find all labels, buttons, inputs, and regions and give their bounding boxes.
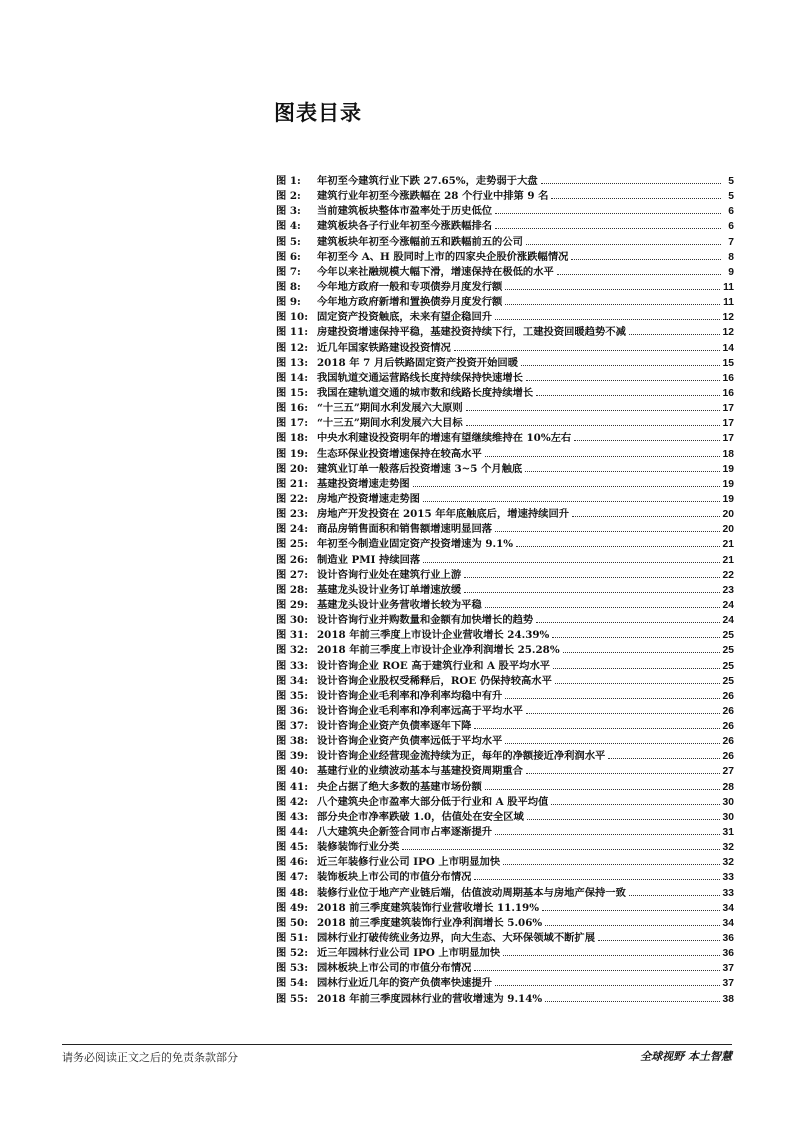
toc-entry-title: 年初至今建筑行业下跌 27.65%，走势弱于大盘	[317, 175, 538, 187]
toc-entry-label: 图 20:	[276, 462, 309, 475]
toc-entry-title: “十三五”期间水利发展六大原则	[317, 402, 463, 415]
toc-leader-dots	[503, 955, 719, 956]
toc-entry[interactable]	[276, 447, 734, 462]
toc-entry-page: 25	[722, 630, 734, 642]
toc-entry-title: 设计咨询企业毛利率和净利率均稳中有升	[317, 689, 503, 702]
toc-entry-title: 近几年国家铁路建设投资情况	[317, 341, 451, 354]
toc-leader-dots	[495, 228, 721, 229]
toc-entry[interactable]	[276, 295, 734, 310]
toc-entry-label: 图 9:	[276, 296, 301, 309]
toc-leader-dots	[503, 864, 719, 865]
toc-entry-page: 24	[722, 599, 734, 611]
toc-entry-label: 图 13:	[276, 356, 309, 369]
toc-leader-dots	[474, 970, 719, 971]
toc-entry-title: 商品房销售面积和销售额增速明显回落	[317, 523, 493, 536]
toc-entry-label: 图 39:	[276, 750, 309, 763]
toc-entry-label: 图 55:	[276, 992, 309, 1005]
toc-leader-dots	[572, 516, 719, 517]
toc-entry[interactable]	[276, 386, 734, 401]
toc-leader-dots	[413, 486, 720, 487]
toc-entry-label: 图 11:	[276, 326, 309, 339]
toc-entry-title: 今年地方政府一般和专项债券月度发行额	[317, 280, 503, 293]
toc-entry-page: 22	[722, 569, 734, 581]
toc-entry[interactable]	[276, 553, 734, 568]
toc-leader-dots	[555, 683, 720, 684]
toc-entry-label: 图 49:	[276, 901, 309, 914]
toc-entry-label: 图 33:	[276, 659, 309, 672]
toc-entry-label: 图 41:	[276, 780, 309, 793]
toc-entry-title: 近三年装修行业公司 IPO 上市明显加快	[317, 856, 501, 869]
toc-entry[interactable]	[276, 674, 734, 689]
toc-entry[interactable]	[276, 992, 734, 1007]
toc-entry[interactable]	[276, 825, 734, 840]
toc-entry[interactable]	[276, 522, 734, 537]
toc-entry-title: 今年以来社融规模大幅下滑，增速保持在极低的水平	[317, 265, 554, 278]
toc-entry-label: 图 40:	[276, 765, 309, 778]
toc-leader-dots	[454, 350, 720, 351]
toc-leader-dots	[553, 668, 719, 669]
toc-entry-title: 园林行业打破传统业务边界，向大生态、大环保领域不断扩展	[317, 932, 596, 945]
toc-leader-dots	[526, 380, 720, 381]
toc-entry-label: 图 53:	[276, 962, 309, 975]
toc-entry-title: 近三年园林行业公司 IPO 上市明显加快	[317, 947, 501, 960]
toc-leader-dots	[485, 607, 720, 608]
toc-entry-page: 26	[722, 705, 734, 717]
toc-entry[interactable]	[276, 219, 734, 234]
toc-entry[interactable]	[276, 719, 734, 734]
toc-entry-title: 八大建筑央企新签合同市占率逐渐提升	[317, 826, 493, 839]
toc-entry-label: 图 28:	[276, 583, 309, 596]
toc-entry-label: 图 30:	[276, 614, 309, 627]
toc-entry-label: 图 22:	[276, 492, 309, 505]
toc-entry-label: 图 24:	[276, 523, 309, 536]
toc-entry[interactable]	[276, 341, 734, 356]
toc-entry-page: 26	[722, 751, 734, 763]
toc-entry-page: 23	[722, 584, 734, 596]
toc-entry-label: 图 31:	[276, 629, 309, 642]
toc-leader-dots	[495, 319, 719, 320]
toc-entry-label: 图 43:	[276, 810, 309, 823]
toc-entry-page: 21	[722, 539, 734, 551]
toc-leader-dots	[402, 849, 719, 850]
toc-entry-label: 图 35:	[276, 689, 309, 702]
toc-leader-dots	[527, 819, 720, 820]
toc-entry[interactable]	[276, 764, 734, 779]
toc-entry-title: 设计咨询企业资产负债率逐年下降	[317, 720, 472, 733]
toc-leader-dots	[464, 592, 719, 593]
toc-entry-title: 2018 年前三季度上市设计企业营收增长 24.39%	[317, 629, 550, 642]
toc-entry[interactable]	[276, 583, 734, 598]
toc-leader-dots	[505, 743, 719, 744]
toc-leader-dots	[598, 940, 720, 941]
toc-entry-title: 房地产开发投资在 2015 年年底触底后，增速持续回升	[317, 508, 570, 521]
toc-entry-title: 设计咨询企业经营现金流持续为正，每年的净额接近净利润水平	[317, 750, 606, 763]
toc-entry-page: 8	[728, 251, 734, 263]
toc-entry-page: 5	[728, 191, 734, 203]
toc-entry-title: 我国在建轨道交通的城市数和线路长度持续增长	[317, 386, 534, 399]
toc-entry[interactable]	[276, 613, 734, 628]
toc-entry-title: 基建投资增速走势图	[317, 477, 410, 490]
toc-leader-dots	[505, 698, 719, 699]
toc-entry-label: 图 4:	[276, 220, 301, 233]
toc-entry-page: 30	[722, 796, 734, 808]
toc-leader-dots	[551, 198, 721, 199]
toc-entry-title: 制造业 PMI 持续回落	[317, 553, 421, 566]
toc-entry[interactable]	[276, 462, 734, 477]
toc-entry-title: 固定资产投资触底，未来有望企稳回升	[317, 311, 493, 324]
toc-leader-dots	[485, 456, 720, 457]
toc-entry-label: 图 26:	[276, 553, 309, 566]
toc-leader-dots	[495, 531, 719, 532]
toc-entry-title: 我国轨道交通运营路线长度持续保持快速增长	[317, 371, 523, 384]
toc-entry[interactable]	[276, 356, 734, 371]
toc-leader-dots	[551, 804, 719, 805]
toc-entry[interactable]	[276, 507, 734, 522]
toc-leader-dots	[464, 577, 719, 578]
toc-entry-label: 图 19:	[276, 447, 309, 460]
toc-leader-dots	[516, 546, 719, 547]
toc-entry-label: 图 2:	[276, 190, 301, 203]
toc-entry-title: 2018 前三季度建筑装饰行业营收增长 11.19%	[317, 901, 540, 914]
toc-entry-label: 图 37:	[276, 720, 309, 733]
toc-entry-title: 中央水利建设投资明年的增速有望继续维持在 10%左右	[317, 432, 572, 445]
toc-entry-page: 20	[722, 509, 734, 521]
toc-entry-label: 图 50:	[276, 916, 309, 929]
toc-leader-dots	[542, 910, 720, 911]
toc-entry[interactable]	[276, 235, 734, 250]
toc-entry-page: 17	[722, 418, 734, 430]
toc-entry-title: 年初至今 A、H 股同时上市的四家央企股价涨跌幅情况	[317, 250, 569, 263]
toc-entry-label: 图 44:	[276, 826, 309, 839]
toc-leader-dots	[629, 334, 720, 335]
toc-leader-dots	[536, 395, 719, 396]
toc-entry-page: 34	[722, 902, 734, 914]
toc-leader-dots	[536, 622, 719, 623]
toc-entry-label: 图 17:	[276, 417, 309, 430]
toc-entry-page: 15	[722, 357, 734, 369]
toc-entry-page: 25	[722, 675, 734, 687]
toc-leader-dots	[495, 985, 719, 986]
toc-entry-page: 14	[722, 342, 734, 354]
toc-entry[interactable]	[276, 976, 734, 991]
toc-entry-label: 图 18:	[276, 432, 309, 445]
toc-entry-title: 央企占据了绝大多数的基建市场份额	[317, 780, 482, 793]
toc-entry[interactable]	[276, 174, 734, 189]
toc-entry[interactable]	[276, 643, 734, 658]
footer-disclaimer: 请务必阅读正文之后的免责条款部分	[62, 1051, 238, 1064]
toc-entry-label: 图 6:	[276, 250, 301, 263]
toc-entry-page: 17	[722, 433, 734, 445]
toc-entry-title: “十三五”期间水利发展六大目标	[317, 417, 463, 430]
toc-entry[interactable]	[276, 189, 734, 204]
footer-slogan: 全球视野 本土智慧	[640, 1050, 732, 1063]
toc-leader-dots	[505, 289, 720, 290]
toc-leader-dots	[545, 1001, 719, 1002]
toc-leader-dots	[557, 274, 721, 275]
footer-divider	[62, 1044, 732, 1045]
toc-entry-label: 图 7:	[276, 265, 301, 278]
toc-entry-title: 当前建筑板块整体市盈率处于历史低位	[317, 205, 493, 218]
toc-entry-label: 图 14:	[276, 371, 309, 384]
toc-entry-title: 建筑板块年初至今涨幅前五和跌幅前五的公司	[317, 235, 523, 248]
toc-leader-dots	[563, 652, 720, 653]
toc-entry-title: 年初至今制造业固定资产投资增速为 9.1%	[317, 538, 514, 551]
toc-entry-page: 24	[722, 615, 734, 627]
toc-entry-title: 生态环保业投资增速保持在较高水平	[317, 447, 482, 460]
toc-entry-page: 37	[722, 978, 734, 990]
toc-entry-page: 26	[722, 736, 734, 748]
toc-entry[interactable]	[276, 734, 734, 749]
toc-leader-dots	[526, 244, 721, 245]
toc-entry-page: 16	[722, 372, 734, 384]
toc-entry-title: 建筑业订单一般落后投资增速 3~5 个月触底	[317, 462, 523, 475]
toc-entry-page: 12	[722, 327, 734, 339]
toc-entry-title: 设计咨询行业并购数量和金额有加快增长的趋势	[317, 614, 534, 627]
toc-entry-page: 16	[722, 387, 734, 399]
toc-entry-title: 基建龙头设计业务营收增长较为平稳	[317, 598, 482, 611]
toc-entry[interactable]	[276, 931, 734, 946]
toc-entry-page: 26	[722, 721, 734, 733]
toc-entry-label: 图 27:	[276, 568, 309, 581]
toc-entry-page: 26	[722, 690, 734, 702]
toc-entry-title: 设计咨询行业处在建筑行业上游	[317, 568, 462, 581]
toc-leader-dots	[423, 501, 720, 502]
toc-entry-label: 图 15:	[276, 386, 309, 399]
toc-entry[interactable]	[276, 265, 734, 280]
toc-entry-page: 34	[722, 917, 734, 929]
toc-leader-dots	[571, 259, 721, 260]
toc-leader-dots	[505, 304, 720, 305]
toc-entry-page: 19	[722, 478, 734, 490]
toc-entry[interactable]	[276, 780, 734, 795]
toc-entry[interactable]	[276, 749, 734, 764]
toc-entry-label: 图 16:	[276, 402, 309, 415]
toc-entry[interactable]	[276, 492, 734, 507]
toc-entry-page: 6	[728, 206, 734, 218]
toc-leader-dots	[495, 213, 721, 214]
toc-entry-title: 2018 年前三季度上市设计企业净利润增长 25.28%	[317, 644, 560, 657]
toc-entry-page: 33	[722, 872, 734, 884]
toc-entry-page: 12	[722, 312, 734, 324]
toc-entry-title: 房地产投资增速走势图	[317, 492, 420, 505]
toc-entry-label: 图 3:	[276, 205, 301, 218]
toc-entry-page: 25	[722, 645, 734, 657]
toc-entry[interactable]	[276, 810, 734, 825]
toc-entry-page: 19	[722, 463, 734, 475]
toc-entry[interactable]	[276, 946, 734, 961]
toc-leader-dots	[526, 713, 720, 714]
toc-entry-title: 2018 年前三季度园林行业的营收增速为 9.14%	[317, 992, 543, 1005]
toc-entry-label: 图 23:	[276, 508, 309, 521]
toc-entry-title: 基建龙头设计业务订单增速放缓	[317, 583, 462, 596]
toc-entry-page: 32	[722, 842, 734, 854]
toc-entry-label: 图 36:	[276, 704, 309, 717]
toc-leader-dots	[574, 440, 719, 441]
toc-entry-page: 37	[722, 963, 734, 975]
toc-entry-label: 图 38:	[276, 735, 309, 748]
toc-entry-label: 图 34:	[276, 674, 309, 687]
toc-entry[interactable]	[276, 704, 734, 719]
table-of-figures	[276, 174, 734, 1007]
toc-entry[interactable]	[276, 961, 734, 976]
toc-entry-page: 33	[722, 887, 734, 899]
toc-entry-label: 图 8:	[276, 280, 301, 293]
toc-entry-title: 基建行业的业绩波动基本与基建投资周期重合	[317, 765, 523, 778]
toc-entry-label: 图 46:	[276, 856, 309, 869]
toc-entry-label: 图 1:	[276, 175, 301, 187]
toc-entry-label: 图 21:	[276, 477, 309, 490]
toc-entry[interactable]	[276, 204, 734, 219]
toc-entry-page: 28	[722, 781, 734, 793]
toc-leader-dots	[495, 834, 719, 835]
toc-entry-page: 25	[722, 660, 734, 672]
toc-entry[interactable]	[276, 568, 734, 583]
toc-leader-dots	[466, 425, 720, 426]
toc-entry-label: 图 51:	[276, 932, 309, 945]
toc-leader-dots	[541, 183, 721, 184]
toc-entry-page: 38	[722, 993, 734, 1005]
toc-entry[interactable]	[276, 855, 734, 870]
toc-entry[interactable]	[276, 537, 734, 552]
toc-entry[interactable]	[276, 840, 734, 855]
toc-entry-title: 今年地方政府新增和置换债券月度发行额	[317, 296, 503, 309]
toc-entry-label: 图 12:	[276, 341, 309, 354]
toc-entry[interactable]	[276, 598, 734, 613]
toc-entry-label: 图 48:	[276, 886, 309, 899]
toc-entry[interactable]	[276, 310, 734, 325]
toc-entry-page: 5	[728, 176, 734, 187]
toc-entry-title: 园林行业近几年的资产负债率快速提升	[317, 977, 493, 990]
toc-entry-page: 18	[722, 448, 734, 460]
toc-entry-label: 图 54:	[276, 977, 309, 990]
toc-leader-dots	[545, 925, 719, 926]
toc-entry[interactable]	[276, 901, 734, 916]
toc-entry-page: 11	[723, 297, 734, 309]
page-title: 图表目录	[274, 100, 362, 125]
toc-entry-page: 21	[722, 554, 734, 566]
toc-entry-page: 20	[722, 524, 734, 536]
toc-leader-dots	[423, 562, 719, 563]
toc-entry[interactable]	[276, 886, 734, 901]
toc-entry-title: 装修行业位于地产产业链后端，估值波动周期基本与房地产保持一致	[317, 886, 626, 899]
toc-leader-dots	[608, 758, 719, 759]
toc-entry-label: 图 45:	[276, 841, 309, 854]
toc-entry-title: 设计咨询企业资产负债率远低于平均水平	[317, 735, 503, 748]
toc-entry-label: 图 32:	[276, 644, 309, 657]
toc-leader-dots	[552, 637, 719, 638]
toc-entry-page: 7	[728, 236, 734, 248]
toc-entry-page: 6	[728, 221, 734, 233]
toc-entry[interactable]	[276, 280, 734, 295]
toc-entry[interactable]	[276, 659, 734, 674]
toc-entry-page: 36	[722, 933, 734, 945]
toc-entry[interactable]	[276, 795, 734, 810]
toc-entry-page: 9	[728, 266, 734, 278]
toc-entry[interactable]	[276, 916, 734, 931]
toc-entry[interactable]	[276, 371, 734, 386]
toc-entry-page: 19	[722, 493, 734, 505]
toc-entry-page: 31	[722, 827, 734, 839]
toc-entry-page: 17	[722, 403, 734, 415]
toc-entry-label: 图 5:	[276, 235, 301, 248]
toc-leader-dots	[474, 728, 719, 729]
toc-entry-label: 图 29:	[276, 598, 309, 611]
toc-entry[interactable]	[276, 689, 734, 704]
toc-entry-title: 建筑行业年初至今涨跌幅在 28 个行业中排第 9 名	[317, 190, 549, 203]
toc-entry-page: 36	[722, 948, 734, 960]
toc-entry-label: 图 52:	[276, 947, 309, 960]
toc-entry-title: 装饰板块上市公司的市值分布情况	[317, 871, 472, 884]
toc-entry-page: 27	[722, 766, 734, 778]
toc-leader-dots	[629, 895, 720, 896]
toc-entry-title: 八个建筑央企市盈率大部分低于行业和 A 股平均值	[317, 795, 549, 808]
toc-entry-title: 设计咨询企业毛利率和净利率远高于平均水平	[317, 704, 523, 717]
toc-entry-title: 设计咨询企业 ROE 高于建筑行业和 A 股平均水平	[317, 659, 551, 672]
toc-entry-title: 建筑板块各子行业年初至今涨跌幅排名	[317, 220, 493, 233]
toc-leader-dots	[485, 789, 720, 790]
toc-leader-dots	[466, 410, 720, 411]
toc-leader-dots	[525, 471, 719, 472]
toc-entry-title: 2018 前三季度建筑装饰行业净利润增长 5.06%	[317, 916, 543, 929]
toc-entry-label: 图 42:	[276, 795, 309, 808]
toc-entry-label: 图 25:	[276, 538, 309, 551]
toc-entry-title: 设计咨询企业股权受稀释后，ROE 仍保持较高水平	[317, 674, 552, 687]
toc-entry-label: 图 47:	[276, 871, 309, 884]
toc-entry[interactable]	[276, 628, 734, 643]
toc-entry-title: 部分央企市净率跌破 1.0，估值处在安全区域	[317, 810, 524, 823]
toc-entry[interactable]	[276, 401, 734, 416]
toc-entry-title: 装修装饰行业分类	[317, 841, 400, 854]
toc-entry[interactable]	[276, 416, 734, 431]
toc-entry-page: 11	[723, 281, 734, 293]
toc-leader-dots	[526, 773, 720, 774]
toc-entry-page: 32	[722, 857, 734, 869]
toc-leader-dots	[521, 365, 720, 366]
toc-entry[interactable]	[276, 870, 734, 885]
toc-entry-title: 园林板块上市公司的市值分布情况	[317, 962, 472, 975]
toc-entry[interactable]	[276, 477, 734, 492]
toc-leader-dots	[474, 879, 719, 880]
toc-entry[interactable]	[276, 431, 734, 446]
toc-entry-label: 图 10:	[276, 311, 309, 324]
toc-entry-title: 房建投资增速保持平稳，基建投资持续下行，工建投资回暖趋势不减	[317, 326, 626, 339]
toc-entry[interactable]	[276, 325, 734, 340]
toc-entry-title: 2018 年 7 月后铁路固定资产投资开始回暖	[317, 356, 519, 369]
toc-entry[interactable]	[276, 250, 734, 265]
toc-entry-page: 30	[722, 811, 734, 823]
